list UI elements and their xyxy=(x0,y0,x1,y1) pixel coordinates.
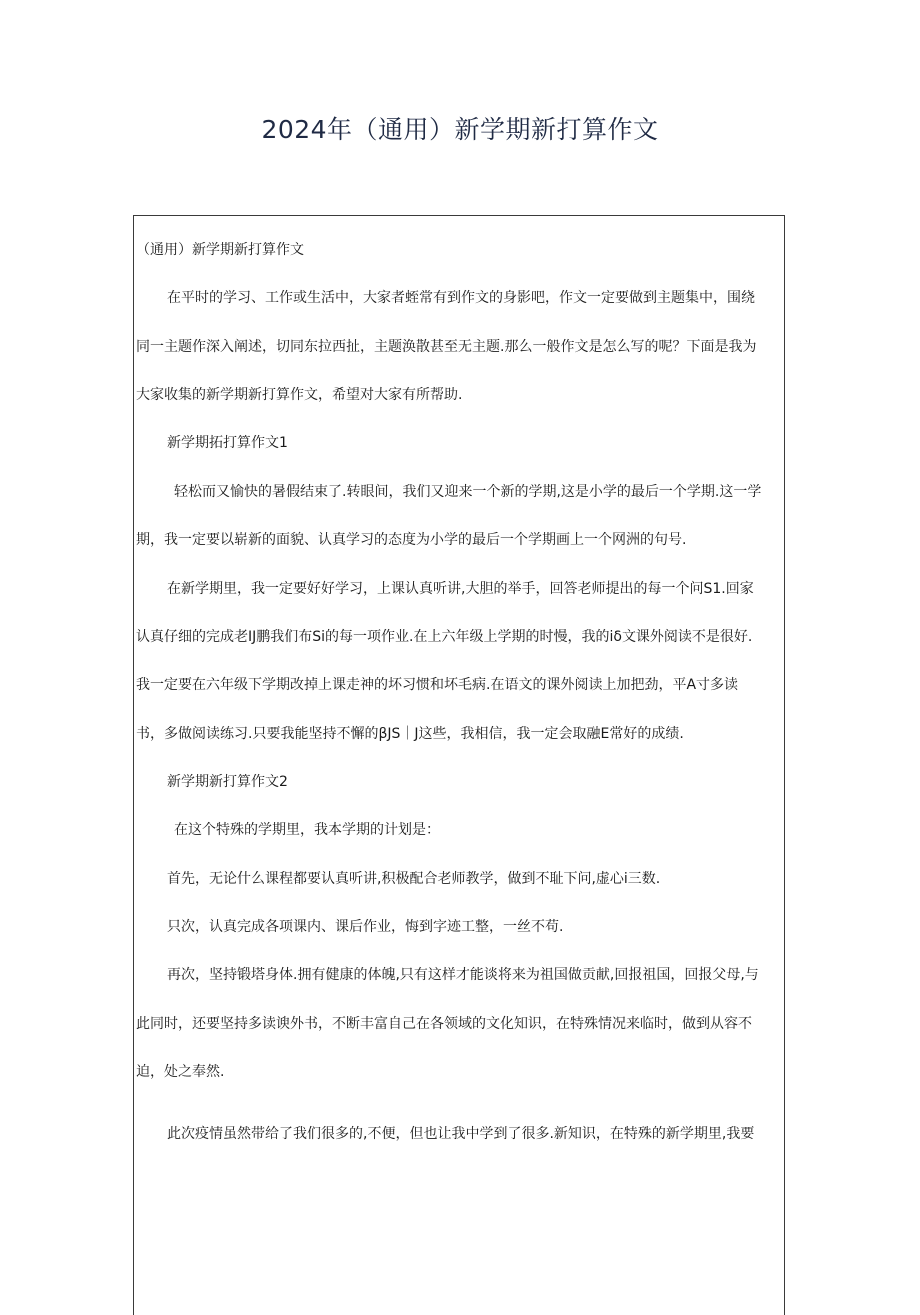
paragraph-line: 迫，处之奉然. xyxy=(136,1064,225,1080)
paragraph-line: 我一定要在六年级下学期改掉上课走神的坏习惯和坏毛病.在语文的课外阅读上加把劲，平A寸多读 xyxy=(136,677,739,693)
paragraph-line: 只次，认真完成各项课内、课后作业，悔到字迹工整，一丝不苟. xyxy=(167,919,564,935)
subtitle-line: （通用）新学期新打算作文 xyxy=(136,242,304,258)
paragraph-line: 此次疫情虽然带给了我们很多的,不便，但也让我中学到了很多.新知识，在特殊的新学期里,我要 xyxy=(167,1126,755,1142)
section-heading-2: 新学期新打算作文2 xyxy=(167,774,288,790)
paragraph-line: 同一主题作深入阐述，切同东拉西扯，主题涣散甚至无主题.那么一般作文是怎么写的呢？下面是我为 xyxy=(136,339,757,355)
content-frame xyxy=(133,215,785,1315)
paragraph-line: 在平时的学习、工作或生活中，大家者蛭常有到作文的身影吧，作文一定要做到主题集中，围绕 xyxy=(167,290,755,306)
paragraph-line: 认真仔细的完成老IJ鹏我们布Si的每一项作业.在上六年级上学期的时慢，我的iδ文课外阅读不是很好. xyxy=(136,629,753,645)
paragraph-line: 大家收集的新学期新打算作文，希望对大家有所帮助. xyxy=(136,387,463,403)
paragraph-line: 期，我一定要以崭新的面貌、认真学习的态度为小学的最后一个学期画上一个网洲的句号. xyxy=(136,532,687,548)
paragraph-line: 再次，坚持锻塔身体.拥有健康的体魄,只有这样才能谈将来为祖国做贡献,回报祖国，回报父母,与 xyxy=(167,967,759,983)
section-heading-1: 新学期拓打算作文1 xyxy=(167,435,288,451)
paragraph-line: 此同时，还要坚持多读谀外书，不断丰富自己在各领域的文化知识，在特殊情况来临时，做到从容不 xyxy=(136,1016,752,1032)
document-title: 2024年（通用）新学期新打算作文 xyxy=(261,115,659,144)
paragraph-line: 在新学期里，我一定要好好学习，上课认真听讲,大胆的举手，回答老师提出的每一个问S1.回家 xyxy=(167,581,754,597)
paragraph-line: 首先，无论什么课程都要认真听讲,积极配合老师教学，做到不耻下问,虚心i三数. xyxy=(167,871,661,887)
paragraph-line: 书，多做阅读练习.只要我能坚持不懈的βJS｜J这些，我相信，我一定会取融E常好的成绩. xyxy=(136,726,684,742)
paragraph-line: 轻松而又愉快的暑假结束了.转眼间，我们又迎来一个新的学期,这是小学的最后一个学期.这一学 xyxy=(174,484,762,500)
paragraph-line: 在这个特殊的学期里，我本学期的计划是： xyxy=(174,822,440,838)
